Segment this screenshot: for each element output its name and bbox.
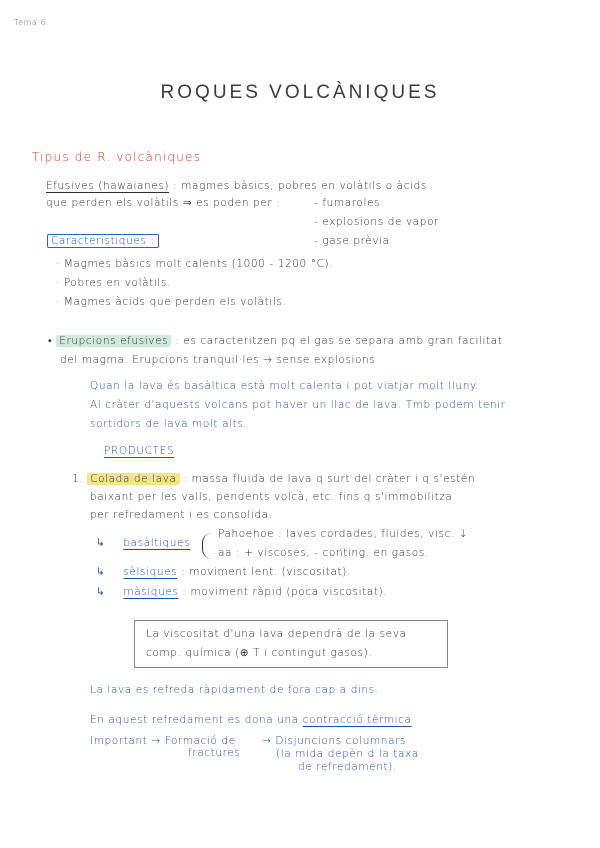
- efusives-line1: [46, 180, 427, 192]
- pahoehoe-line: Pahoehoe : laves cordades, fluides, visc. ↓: [218, 528, 469, 540]
- topic-label: Tema 6.: [14, 18, 50, 27]
- contraccio-termica: contracció tèrmica: [302, 714, 412, 726]
- closing-line5: de refredament).: [298, 761, 397, 773]
- type-selsiques: [96, 566, 351, 578]
- closing-fractures: fractures: [188, 747, 241, 759]
- erupcions-label: Erupcions efusives: [56, 335, 171, 347]
- colada-text1: : massa fluida de lava q surt del cràter i q s'estén: [183, 473, 476, 485]
- erupcions-para-3: sortidors de lava molt alts.: [90, 418, 248, 430]
- erupcions-line2: del magma. Erupcions tranquil·les → sense explosions: [60, 354, 376, 366]
- efusives-list-item-1: - fumaroles: [314, 197, 381, 209]
- type-masiques-label: màsiques: [123, 586, 179, 598]
- efusives-line2: que perden els volàtils ⇒ es poden per :: [46, 197, 281, 209]
- section-heading: Tipus de R. volcàniques: [32, 150, 202, 164]
- closing-line2-text: En aquest refredament es dona una: [90, 714, 299, 726]
- closing-line4: (la mida depèn d la taxa: [276, 748, 419, 760]
- caracteristiques-item-1: · Magmes bàsics molt calents (1000 - 1200 °C).: [56, 258, 334, 270]
- caracteristiques-item-2: · Pobres en volàtils.: [56, 277, 171, 289]
- arrow-icon: ↳: [96, 566, 106, 578]
- type-basaltiques: [96, 537, 190, 549]
- note-line2: comp. química (⊕ T i contingut gasos).: [146, 647, 373, 659]
- caracteristiques-box: Caracteristiques :: [47, 234, 159, 248]
- colada-label: Colada de lava: [87, 473, 179, 485]
- type-selsiques-label: sèlsiques: [123, 566, 178, 578]
- efusives-text1: : magmes bàsics, pobres en volàtils o àcids: [173, 180, 427, 192]
- closing-line1: La lava es refreda ràpidament de fora cap a dins.: [90, 684, 379, 696]
- bullet-dot: •: [48, 335, 53, 347]
- caracteristiques-item-3: · Magmes àcids que perden els volàtils.: [56, 296, 287, 308]
- efusives-list-item-2: - explosions de vapor: [314, 216, 440, 228]
- efusives-list-item-3: - gase prèvia: [314, 235, 390, 247]
- closing-disjuncions: → Disjuncions columnars: [262, 735, 407, 747]
- note-line1: La viscositat d'una lava dependrà de la seva: [146, 628, 407, 640]
- erupcions-line1: [48, 335, 503, 347]
- page-title: ROQUES VOLCÀNIQUES: [160, 82, 440, 103]
- colada-line2: baixant per les valls, pendents volcà, etc. fins q s'immobilitza: [90, 491, 453, 503]
- type-masiques-desc: : moviment ràpid (poca viscositat).: [182, 586, 388, 598]
- erupcions-para-1: Quan la lava és basàltica està molt calenta i pot viatjar molt lluny.: [90, 380, 480, 392]
- arrow-icon: ↳: [96, 586, 106, 598]
- type-masiques: [96, 586, 387, 598]
- caracteristiques-label: [47, 235, 159, 247]
- erupcions-para-2: Al cràter d'aquests volcans pot haver un llac de lava. Tmb podem tenir: [90, 399, 506, 411]
- closing-important: Important → Formació de: [90, 735, 236, 747]
- arrow-icon: ↳: [96, 537, 106, 549]
- brace-icon: [202, 533, 213, 559]
- erupcions-text1: : es caracteritzen pq el gas se separa amb gran facilitat: [175, 335, 503, 347]
- type-basaltiques-label: basàltiques: [123, 537, 191, 549]
- colada-number: 1.: [72, 473, 84, 485]
- type-selsiques-desc: : moviment lent. (viscositat).: [181, 566, 351, 578]
- colada-line1: [72, 473, 475, 485]
- productes-heading: PRODUCTES: [104, 445, 175, 457]
- aa-line: aa : + viscoses, - conting. en gasos.: [218, 547, 429, 559]
- closing-line3: [90, 735, 236, 747]
- colada-line3: per refredament i es consolida.: [90, 509, 273, 521]
- closing-line2: [90, 714, 412, 726]
- efusives-label: Efusives (hawaianes): [46, 180, 170, 192]
